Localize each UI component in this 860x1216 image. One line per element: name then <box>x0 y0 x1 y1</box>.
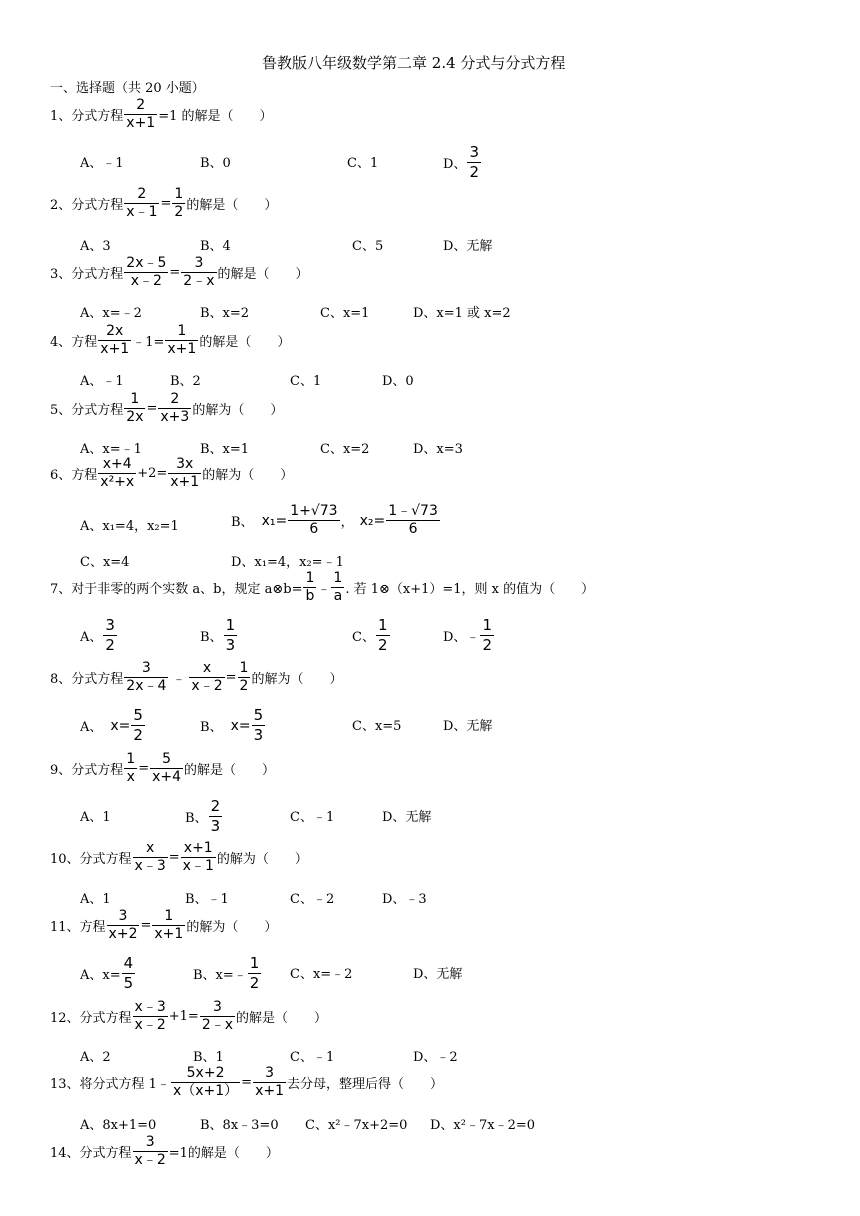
fraction: $\frac{1}{b}$ <box>305 570 315 604</box>
fraction: $\frac{3}{x﹣2}$ <box>134 1134 166 1168</box>
q3-option-b[interactable]: B、x=2 <box>200 306 250 321</box>
fraction: $\frac{1}{2}$ <box>249 954 260 992</box>
q10-option-d[interactable]: D、﹣3 <box>382 892 427 907</box>
section-heading: 一、选择题（共 20 小题） <box>50 81 205 96</box>
fraction: $\frac{2}{x+1}$ <box>126 97 156 131</box>
fraction: $\frac{1+√73}{6}$ <box>290 503 338 537</box>
q5-option-b[interactable]: B、x=1 <box>200 442 250 457</box>
q12-option-a[interactable]: A、2 <box>80 1050 111 1065</box>
fraction: $\frac{3x}{x+1}$ <box>170 456 200 490</box>
question-10: 10、分式方程 $\frac{x}{x﹣3}$ = $\frac{x+1}{x﹣1}$ 的解为（ ） <box>50 840 308 874</box>
question-5: 5、分式方程 $\frac{1}{2x}$ = $\frac{2}{x+3}$ 的解为（ ） <box>50 391 284 425</box>
fraction: $\frac{5}{x+4}$ <box>152 751 182 785</box>
q13-option-b[interactable]: B、8x﹣3=0 <box>200 1118 279 1133</box>
q10-option-a[interactable]: A、1 <box>80 892 111 907</box>
fraction: $\frac{1}{2}$ <box>239 660 249 694</box>
fraction: $\frac{3}{2x﹣4}$ <box>126 660 167 694</box>
q4-option-c[interactable]: C、1 <box>290 374 322 389</box>
q11-option-a[interactable]: A、x= $\frac{4}{5}$ <box>80 954 134 992</box>
q1-option-a[interactable]: A、﹣1 <box>80 156 124 171</box>
q1-option-d[interactable]: D、 $\frac{3}{2}$ <box>443 143 479 181</box>
q12-option-c[interactable]: C、﹣1 <box>290 1050 335 1065</box>
q9-option-c[interactable]: C、﹣1 <box>290 810 335 825</box>
fraction: $\frac{x+4}{\text{x²+x}}$ <box>100 456 135 490</box>
q12-option-d[interactable]: D、﹣2 <box>413 1050 458 1065</box>
q2-option-d[interactable]: D、无解 <box>443 239 493 254</box>
fraction: $\frac{3}{2﹣x}$ <box>201 999 234 1033</box>
q5-option-d[interactable]: D、x=3 <box>413 442 463 457</box>
q4-option-b[interactable]: B、2 <box>170 374 201 389</box>
q11-option-b[interactable]: B、x=﹣ $\frac{1}{2}$ <box>193 954 260 992</box>
q13-option-d[interactable]: D、x²﹣7x﹣2=0 <box>430 1118 536 1133</box>
q10-option-b[interactable]: B、﹣1 <box>185 892 229 907</box>
q10-option-c[interactable]: C、﹣2 <box>290 892 335 907</box>
q6-option-b[interactable]: B、 x₁= $\frac{1+√73}{6}$ ， x₂= $\frac{1﹣√73}{6}$ <box>231 503 438 537</box>
fraction: $\frac{3}{x+1}$ <box>255 1065 285 1099</box>
question-6: 6、方程 $\frac{x+4}{\text{x²+x}}$ +2= $\frac{3x}{x+1}$ 的解为（ ） <box>50 456 294 490</box>
q4-option-d[interactable]: D、0 <box>382 374 414 389</box>
q8-option-d[interactable]: D、无解 <box>443 719 493 734</box>
q2-option-c[interactable]: C、5 <box>352 239 384 254</box>
question-8: 8、分式方程 $\frac{3}{2x﹣4}$ ﹣ $\frac{x}{x﹣2}$ = $\frac{1}{2}$ 的解为（ ） <box>50 660 343 694</box>
q1-option-b[interactable]: B、0 <box>200 156 231 171</box>
fraction: $\frac{1}{2}$ <box>174 186 184 220</box>
question-7: 7、对于非零的两个实数 a、b，规定 a⊗b= $\frac{1}{b}$ ﹣ $\frac{1}{a}$ . 若 1⊗（x+1）=1，则 x 的值为（ ） <box>50 570 595 604</box>
q7-option-d[interactable]: D、﹣ $\frac{1}{2}$ <box>443 616 492 654</box>
q3-option-d[interactable]: D、x=1 或 x=2 <box>413 306 511 321</box>
question-2: 2、分式方程 $\frac{2}{x﹣1}$ = $\frac{1}{2}$ 的解是（ ） <box>50 186 278 220</box>
question-1: 1、分式方程 $\frac{2}{x+1}$ =1 的解是（ ） <box>50 97 273 131</box>
q8-option-b[interactable]: B、 x= $\frac{5}{3}$ <box>200 706 264 744</box>
q7-option-b[interactable]: B、 $\frac{1}{3}$ <box>200 616 236 654</box>
fraction: $\frac{1}{2}$ <box>377 616 388 654</box>
fraction: $\frac{3}{2}$ <box>469 143 479 181</box>
fraction: $\frac{3}{2}$ <box>105 616 115 654</box>
fraction: $\frac{2x}{x+1}$ <box>100 323 130 357</box>
fraction: $\frac{5x+2}{x(x+1)}$ <box>172 1065 239 1099</box>
fraction: $\frac{5}{3}$ <box>253 706 264 744</box>
fraction: $\frac{1}{x+1}$ <box>167 323 197 357</box>
fraction: $\frac{4}{5}$ <box>123 954 134 992</box>
q13-option-c[interactable]: C、x²﹣7x+2=0 <box>305 1118 408 1133</box>
question-3: 3、分式方程 $\frac{2x﹣5}{x﹣2}$ = $\frac{3}{2﹣x}$ 的解是（ ） <box>50 255 309 289</box>
fraction: $\frac{5}{2}$ <box>133 706 143 744</box>
fraction: $\frac{1}{x+1}$ <box>154 908 184 942</box>
fraction: $\frac{2}{x+3}$ <box>160 391 190 425</box>
fraction: $\frac{x}{x﹣3}$ <box>134 840 166 874</box>
q2-option-b[interactable]: B、4 <box>200 239 231 254</box>
fraction: $\frac{2x﹣5}{x﹣2}$ <box>126 255 167 289</box>
q6-option-c[interactable]: C、x=4 <box>80 555 130 570</box>
fraction: $\frac{1}{2x}$ <box>126 391 144 425</box>
q4-option-a[interactable]: A、﹣1 <box>80 374 124 389</box>
fraction: $\frac{1﹣√73}{6}$ <box>388 503 438 537</box>
fraction: $\frac{1}{x}$ <box>126 751 136 785</box>
q3-option-c[interactable]: C、x=1 <box>320 306 370 321</box>
fraction: $\frac{1}{2}$ <box>482 616 492 654</box>
q7-option-c[interactable]: C、 $\frac{1}{2}$ <box>352 616 388 654</box>
q5-option-c[interactable]: C、x=2 <box>320 442 370 457</box>
q7-option-a[interactable]: A、 $\frac{3}{2}$ <box>80 616 115 654</box>
q2-option-a[interactable]: A、3 <box>80 239 111 254</box>
q6-option-a[interactable]: A、x₁=4，x₂=1 <box>80 519 179 534</box>
q6-option-d[interactable]: D、x₁=4，x₂=﹣1 <box>231 555 344 570</box>
question-9: 9、分式方程 $\frac{1}{x}$ = $\frac{5}{x+4}$ 的解是（ ） <box>50 751 276 785</box>
fraction: $\frac{x﹣3}{x﹣2}$ <box>134 999 166 1033</box>
q12-option-b[interactable]: B、1 <box>193 1050 224 1065</box>
question-11: 11、方程 $\frac{3}{x+2}$ = $\frac{1}{x+1}$ 的解为（ ） <box>50 908 278 942</box>
fraction: $\frac{1}{a}$ <box>333 570 343 604</box>
fraction: $\frac{x}{x﹣2}$ <box>191 660 223 694</box>
q9-option-b[interactable]: B、 $\frac{2}{3}$ <box>185 797 221 835</box>
fraction: $\frac{x+1}{x﹣1}$ <box>182 840 214 874</box>
q5-option-a[interactable]: A、x=﹣1 <box>80 442 142 457</box>
q13-option-a[interactable]: A、8x+1=0 <box>80 1118 157 1133</box>
fraction: $\frac{1}{3}$ <box>225 616 236 654</box>
question-12: 12、分式方程 $\frac{x﹣3}{x﹣2}$ +1= $\frac{3}{2﹣x}$ 的解是（ ） <box>50 999 328 1033</box>
q1-option-c[interactable]: C、1 <box>347 156 379 171</box>
q11-option-c[interactable]: C、x=﹣2 <box>290 967 353 982</box>
q11-option-d[interactable]: D、无解 <box>413 967 463 982</box>
q8-option-a[interactable]: A、 x= $\frac{5}{2}$ <box>80 706 143 744</box>
q3-option-a[interactable]: A、x=﹣2 <box>80 306 142 321</box>
q8-option-c[interactable]: C、x=5 <box>352 719 402 734</box>
fraction: $\frac{3}{x+2}$ <box>108 908 138 942</box>
fraction: $\frac{3}{2﹣x}$ <box>183 255 215 289</box>
fraction: $\frac{2}{3}$ <box>210 797 221 835</box>
q9-option-a[interactable]: A、1 <box>80 810 111 825</box>
question-14: 14、分式方程 $\frac{3}{x﹣2}$ =1的解是（ ） <box>50 1134 279 1168</box>
page-title: 鲁教版八年级数学第二章 2.4 分式与分式方程 <box>262 54 566 72</box>
fraction: $\frac{2}{x﹣1}$ <box>126 186 158 220</box>
question-13: 13、将分式方程 1﹣ $\frac{5x+2}{x(x+1)}$ = $\frac{3}{x+1}$ 去分母，整理后得（ ） <box>50 1065 444 1099</box>
question-4: 4、方程 $\frac{2x}{x+1}$ ﹣1= $\frac{1}{x+1}$ 的解是（ ） <box>50 323 291 357</box>
q9-option-d[interactable]: D、无解 <box>382 810 432 825</box>
